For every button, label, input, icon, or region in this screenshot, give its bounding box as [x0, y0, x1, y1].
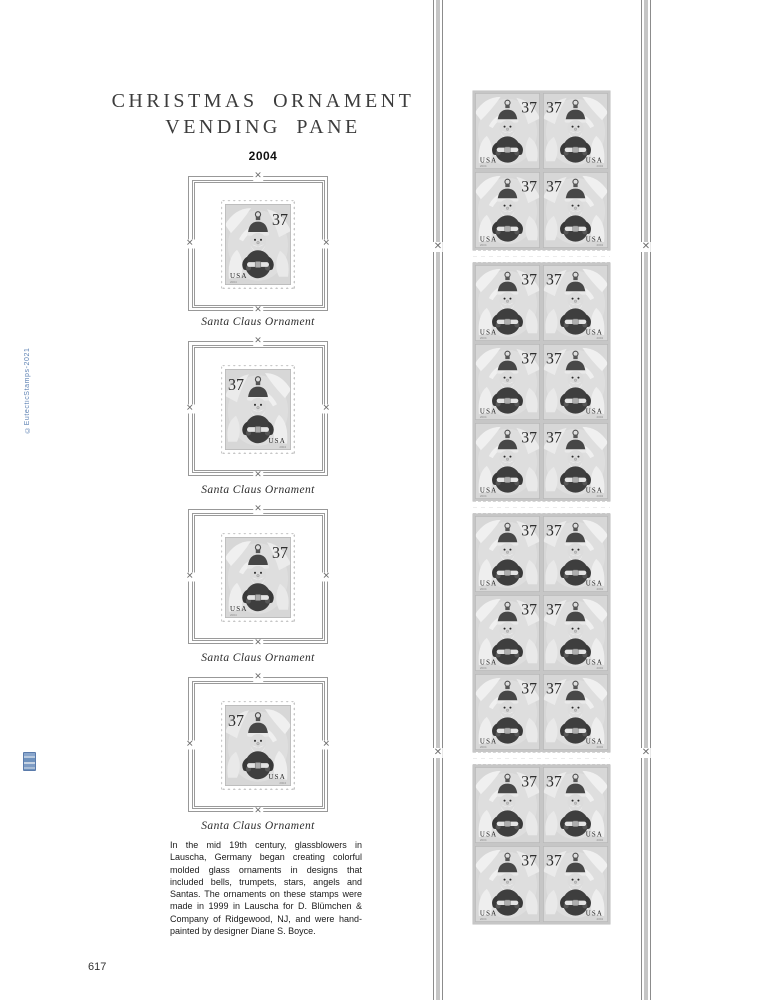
stamp-country-label: USA	[585, 408, 604, 416]
stamp-denomination: 37	[521, 178, 538, 196]
page-title-line-1: CHRISTMAS ORNAMENT	[111, 90, 415, 112]
x-ornament-icon: ✕	[322, 739, 330, 749]
stamp-year-imprint: 2004	[596, 164, 604, 169]
stamp-country-label: USA	[479, 487, 498, 495]
page-title	[108, 88, 418, 163]
santa-ornament-stamp	[475, 767, 540, 843]
santa-ornament-stamp	[475, 265, 540, 341]
santa-ornament-stamp	[543, 516, 608, 592]
pane-stamp	[543, 767, 608, 843]
pane-stamp	[475, 674, 540, 750]
pane-stamp	[543, 93, 608, 169]
stamp-denomination: 37	[272, 542, 288, 562]
santa-ornament-stamp	[225, 369, 291, 450]
stamp-country-label: USA	[479, 738, 498, 746]
santa-ornament-stamp	[543, 846, 608, 922]
stamp-country-label: USA	[479, 408, 498, 416]
x-ornament-icon: ✕	[186, 238, 194, 248]
pane-block	[473, 263, 610, 501]
santa-ornament-stamp	[475, 423, 540, 499]
stamp-caption: Santa Claus Ornament	[201, 316, 315, 328]
copyright-text: ©EutecticStamps-2021	[24, 347, 31, 433]
mounted-stamp	[221, 365, 295, 454]
stamp-denomination: 37	[521, 680, 538, 698]
x-ornament-icon: ✕	[641, 747, 651, 758]
santa-ornament-stamp	[475, 172, 540, 248]
pane-stamp	[543, 265, 608, 341]
stamp-year-imprint: 2004	[596, 243, 604, 248]
stamp-year-imprint: 2004	[596, 838, 604, 843]
stamp-frame	[186, 171, 330, 315]
stamp-country-label: USA	[268, 437, 286, 446]
stamp-year-imprint: 2004	[596, 587, 604, 592]
pane-stamp	[543, 516, 608, 592]
stamp-country-label: USA	[479, 910, 498, 918]
mounted-stamp	[221, 701, 295, 790]
stamp-year-imprint: 2004	[596, 917, 604, 922]
stamp-country-label: USA	[230, 605, 248, 614]
stamp-country-label: USA	[479, 329, 498, 337]
santa-ornament-stamp	[543, 265, 608, 341]
perforation-gap	[473, 752, 610, 765]
santa-ornament-stamp	[543, 674, 608, 750]
pane-stamp	[475, 265, 540, 341]
stamp-year-imprint: 2004	[596, 415, 604, 420]
stamp-year-imprint: 2004	[230, 612, 237, 617]
stamp-country-label: USA	[585, 831, 604, 839]
stamp-denomination: 37	[521, 99, 538, 117]
stamp-country-label: USA	[230, 272, 248, 281]
stamp-country-label: USA	[585, 910, 604, 918]
stamp-year-imprint: 2004	[479, 666, 487, 671]
stamp-denomination: 37	[228, 710, 244, 730]
eutectic-logo-icon	[23, 752, 36, 771]
stamp-year-imprint: 2004	[479, 494, 487, 499]
stamp-country-label: USA	[585, 738, 604, 746]
stamp-denomination: 37	[545, 178, 562, 196]
pane-stamp	[475, 846, 540, 922]
stamp-country-label: USA	[268, 773, 286, 782]
santa-ornament-stamp	[543, 344, 608, 420]
santa-ornament-stamp	[543, 767, 608, 843]
x-ornament-icon: ✕	[254, 305, 262, 315]
pane-block	[473, 765, 610, 924]
page-title-line-2: VENDING PANE	[165, 116, 361, 138]
pane-block	[473, 514, 610, 752]
santa-ornament-stamp	[475, 516, 540, 592]
pane-stamp	[543, 344, 608, 420]
stamp-denomination: 37	[521, 522, 538, 540]
stamp-year-imprint: 2004	[596, 494, 604, 499]
vending-pane	[473, 91, 610, 924]
pane-stamp	[475, 93, 540, 169]
stamp-country-label: USA	[585, 329, 604, 337]
stamp-country-label: USA	[585, 236, 604, 244]
stamp-denomination: 37	[545, 522, 562, 540]
x-ornament-icon: ✕	[254, 171, 262, 181]
stamp-caption: Santa Claus Ornament	[201, 484, 315, 496]
stamp-country-label: USA	[585, 487, 604, 495]
x-ornament-icon: ✕	[433, 747, 443, 758]
stamp-year-imprint: 2004	[479, 917, 487, 922]
santa-ornament-stamp	[543, 423, 608, 499]
stamp-year-imprint: 2004	[479, 164, 487, 169]
stamp-year-imprint: 2004	[479, 336, 487, 341]
pane-stamp	[475, 767, 540, 843]
stamp-year-imprint: 2004	[479, 243, 487, 248]
stamp-frame	[186, 672, 330, 816]
stamp-country-label: USA	[479, 236, 498, 244]
pane-stamp	[543, 595, 608, 671]
stamp-denomination: 37	[521, 271, 538, 289]
santa-ornament-stamp	[475, 846, 540, 922]
stamp-denomination: 37	[521, 350, 538, 368]
stamp-year-imprint: 2004	[479, 587, 487, 592]
stamp-denomination: 37	[545, 601, 562, 619]
x-ornament-icon: ✕	[322, 403, 330, 413]
santa-ornament-stamp	[475, 595, 540, 671]
x-ornament-icon: ✕	[322, 571, 330, 581]
pane-stamp	[475, 423, 540, 499]
stamp-denomination: 37	[228, 374, 244, 394]
year-label: 2004	[248, 149, 278, 163]
santa-ornament-stamp	[225, 204, 291, 285]
stamp-country-label: USA	[479, 659, 498, 667]
stamp-country-label: USA	[585, 157, 604, 165]
santa-ornament-stamp	[475, 674, 540, 750]
stamp-frame	[186, 504, 330, 648]
stamp-denomination: 37	[521, 429, 538, 447]
x-ornament-icon: ✕	[186, 739, 194, 749]
perforation-gap	[473, 501, 610, 514]
page-number: 617	[88, 961, 107, 973]
stamp-denomination: 37	[521, 773, 538, 791]
pane-stamp	[543, 172, 608, 248]
decorative-border-strip-right	[641, 0, 651, 1000]
stamp-year-imprint: 2004	[479, 415, 487, 420]
stamp-frame	[186, 336, 330, 480]
stamp-year-imprint: 2004	[479, 838, 487, 843]
pane-stamp	[543, 423, 608, 499]
stamp-denomination: 37	[545, 852, 562, 870]
x-ornament-icon: ✕	[186, 403, 194, 413]
x-ornament-icon: ✕	[254, 672, 262, 682]
santa-ornament-stamp	[543, 595, 608, 671]
pane-stamp	[543, 846, 608, 922]
x-ornament-icon: ✕	[254, 336, 262, 346]
pane-stamp	[475, 595, 540, 671]
stamp-country-label: USA	[479, 831, 498, 839]
stamp-denomination: 37	[545, 680, 562, 698]
x-ornament-icon: ✕	[254, 504, 262, 514]
perforation-gap	[473, 250, 610, 263]
stamp-year-imprint: 2004	[230, 279, 237, 284]
santa-ornament-stamp	[475, 344, 540, 420]
stamp-year-imprint: 2004	[279, 444, 286, 449]
pane-stamp	[475, 172, 540, 248]
pane-stamp	[475, 344, 540, 420]
stamp-year-imprint: 2004	[279, 780, 286, 785]
stamp-denomination: 37	[272, 209, 288, 229]
stamp-country-label: USA	[585, 659, 604, 667]
pane-stamp	[475, 516, 540, 592]
stamp-denomination: 37	[545, 350, 562, 368]
x-ornament-icon: ✕	[433, 241, 443, 252]
santa-ornament-stamp	[225, 537, 291, 618]
stamp-year-imprint: 2004	[479, 745, 487, 750]
stamp-country-label: USA	[479, 580, 498, 588]
santa-ornament-stamp	[475, 93, 540, 169]
stamp-year-imprint: 2004	[596, 745, 604, 750]
x-ornament-icon: ✕	[641, 241, 651, 252]
stamp-country-label: USA	[479, 157, 498, 165]
stamp-year-imprint: 2004	[596, 336, 604, 341]
stamp-denomination: 37	[545, 773, 562, 791]
mounted-stamp	[221, 533, 295, 622]
x-ornament-icon: ✕	[322, 238, 330, 248]
stamp-country-label: USA	[585, 580, 604, 588]
santa-ornament-stamp	[225, 705, 291, 786]
x-ornament-icon: ✕	[254, 806, 262, 816]
stamp-denomination: 37	[545, 429, 562, 447]
mounted-stamp	[221, 200, 295, 289]
pane-block	[473, 91, 610, 250]
x-ornament-icon: ✕	[254, 638, 262, 648]
santa-ornament-stamp	[543, 172, 608, 248]
stamp-denomination: 37	[545, 99, 562, 117]
x-ornament-icon: ✕	[186, 571, 194, 581]
x-ornament-icon: ✕	[254, 470, 262, 480]
santa-ornament-stamp	[543, 93, 608, 169]
stamp-year-imprint: 2004	[596, 666, 604, 671]
decorative-border-strip-left	[433, 0, 443, 1000]
stamp-denomination: 37	[521, 852, 538, 870]
description-text: In the mid 19th century, glassblowers in Lauscha, Germany began creating colorful molded glass ornaments in designs that included bells, trumpets, stars, angels and Santas. The ornaments on these stamps were made in 1999 in Lauscha for D. Blümchen & Company of Ridgewood, NJ, and were hand-painted by designer Diane S. Boyce.	[170, 840, 362, 937]
stamp-denomination: 37	[521, 601, 538, 619]
stamp-denomination: 37	[545, 271, 562, 289]
stamp-caption: Santa Claus Ornament	[201, 820, 315, 832]
pane-stamp	[543, 674, 608, 750]
stamp-caption: Santa Claus Ornament	[201, 652, 315, 664]
